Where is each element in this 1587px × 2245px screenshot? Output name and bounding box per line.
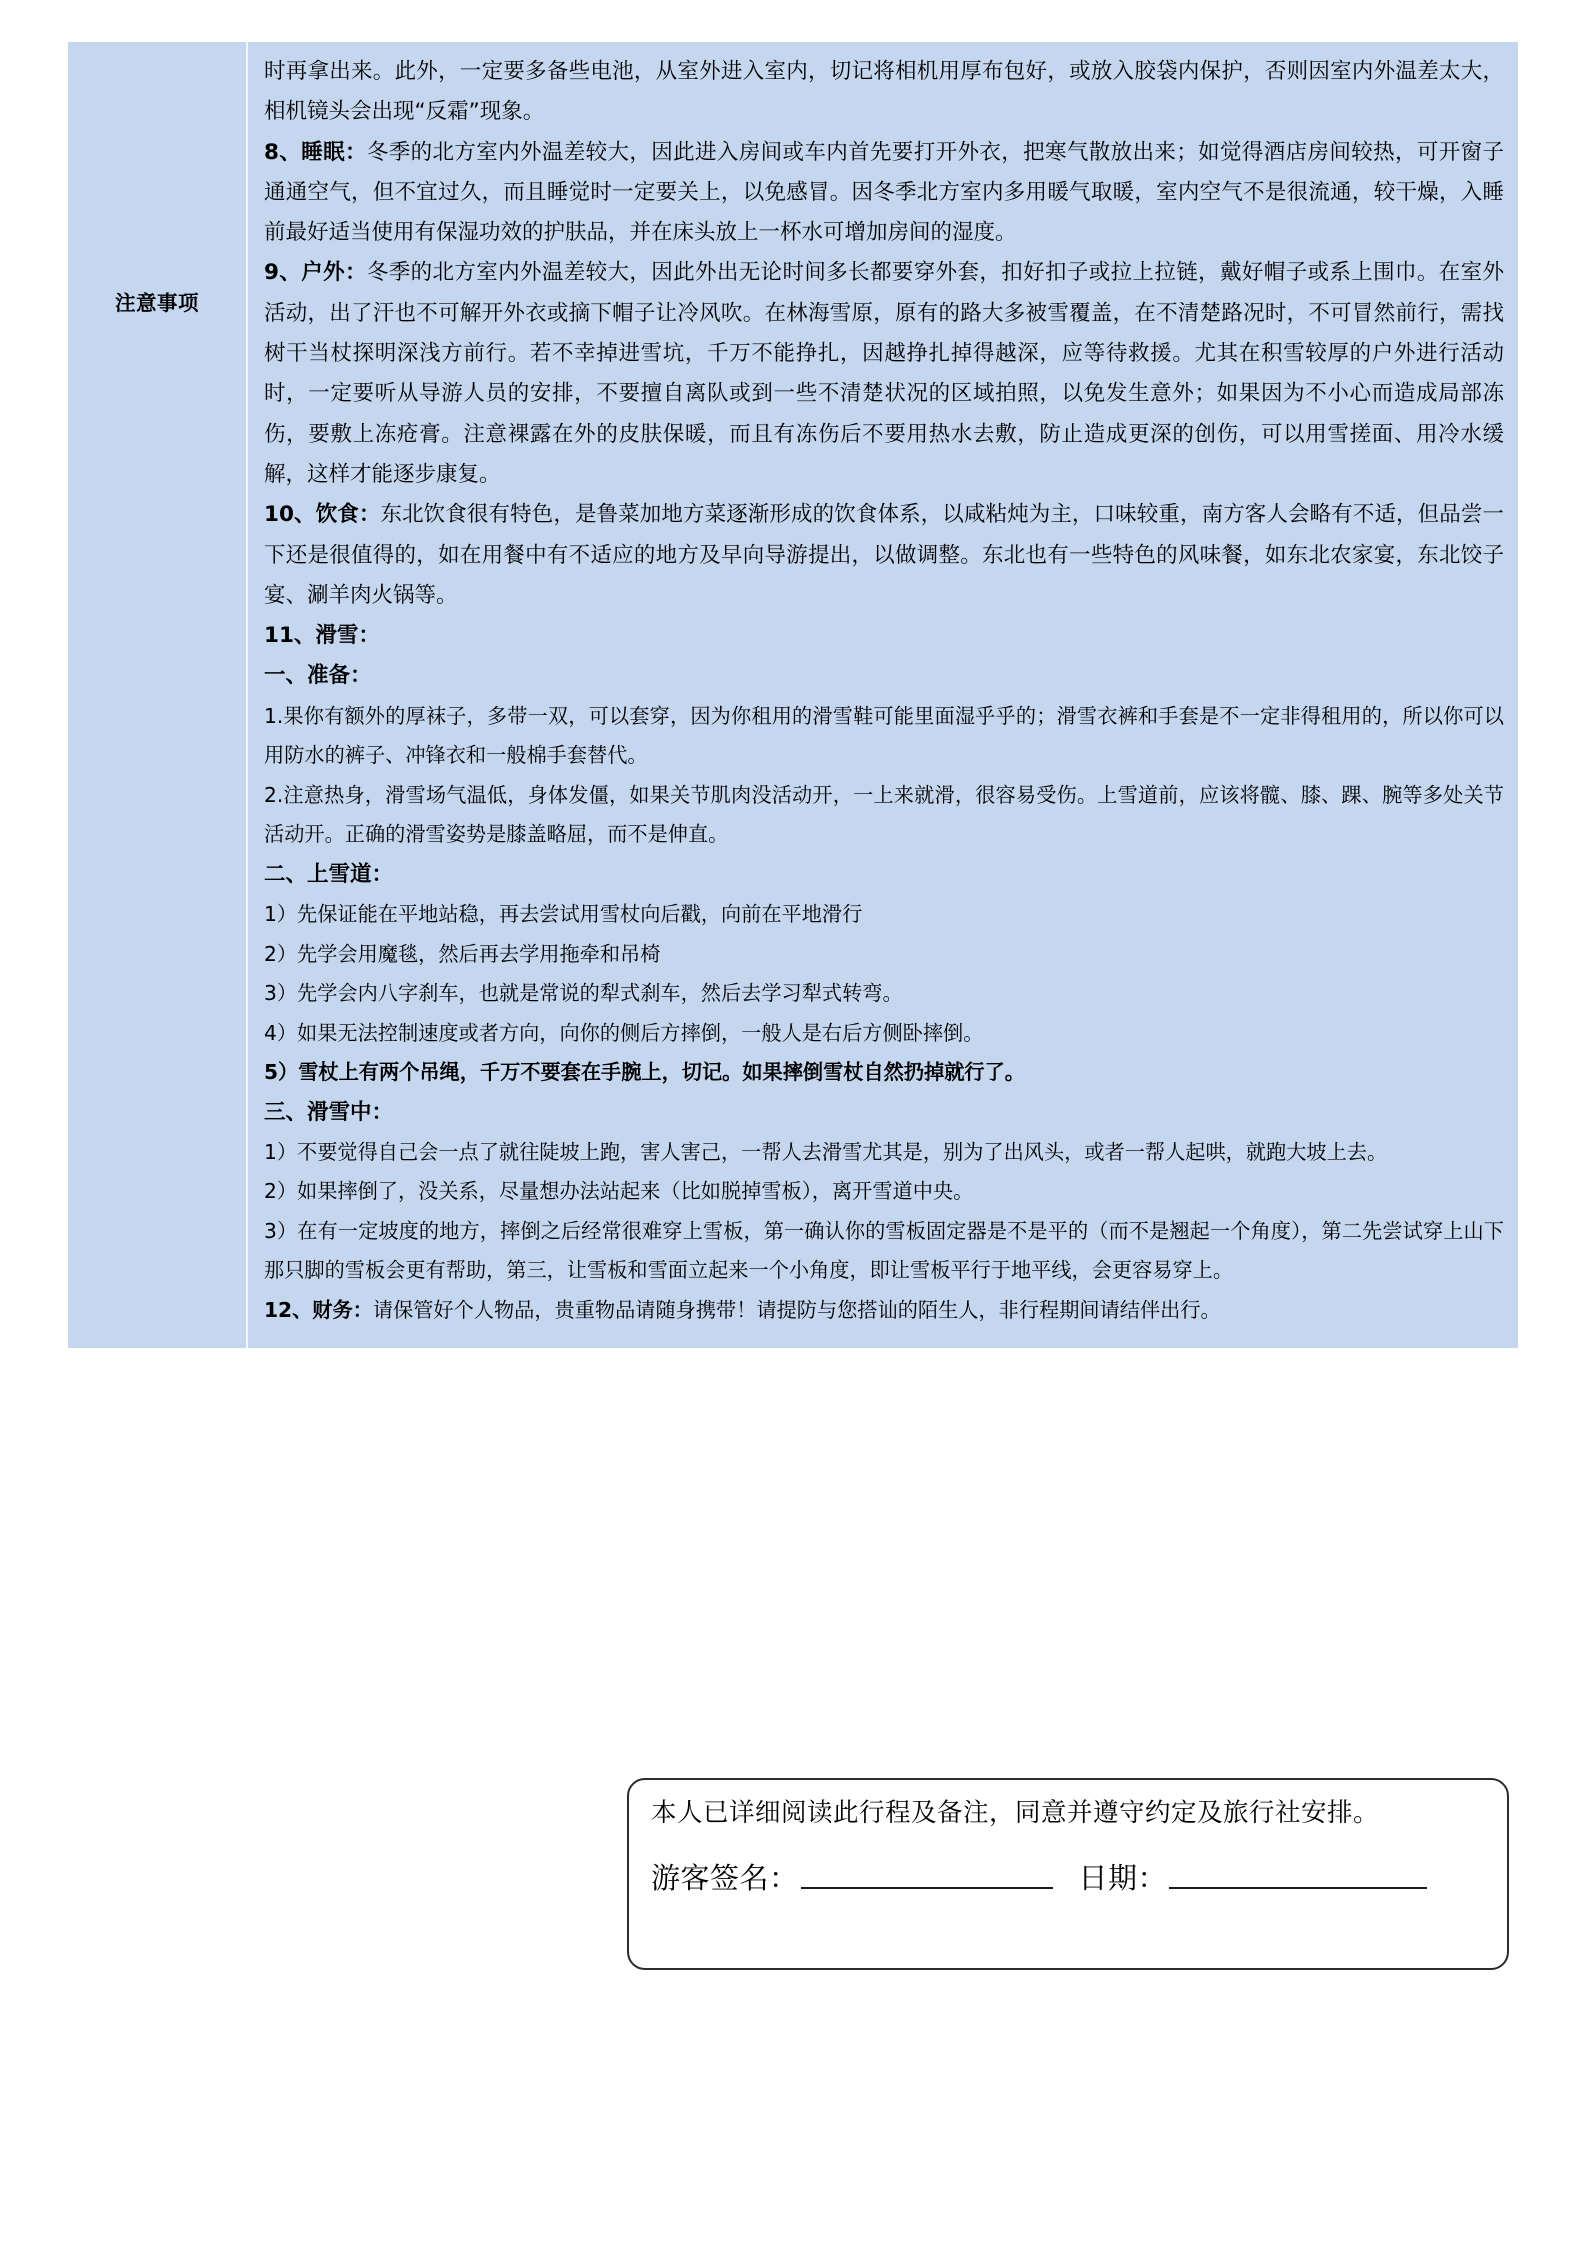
note-paragraph-food <box>264 495 1504 616</box>
notes-row-label: 注意事项 <box>115 291 199 315</box>
note-paragraph-camera-continued <box>264 52 1504 133</box>
note-ski-during-item-2: 2）如果摔倒了，没关系，尽量想办法站起来（比如脱掉雪板），离开雪道中央。 <box>264 1179 974 1204</box>
note-heading-ski-slope: 二、上雪道： <box>264 861 394 887</box>
note-heading-ski-preparation: 一、准备： <box>264 663 372 689</box>
paragraph-text: 请保管好个人物品，贵重物品请随身携带！请提防与您搭讪的陌生人，非行程期间请结伴出行。 <box>372 1297 1221 1322</box>
signature-fields-row <box>651 1856 1485 1897</box>
note-ski-during-item-3: 3）在有一定坡度的地方，摔倒之后经常很难穿上雪板，第一确认你的雪板固定器是不是平的（而不是翘起一个角度），第二先尝试穿上山下那只脚的雪板会更有帮助，第三，让雪板和雪面立起来一个小角度，即让雪板平行于地平线，会更容易穿上。 <box>264 1218 1504 1283</box>
notes-table <box>68 42 1518 1348</box>
paragraph-text: 东北饮食很有特色，是鲁菜加地方菜逐渐形成的饮食体系，以咸粘炖为主，口味较重，南方客人会略有不适，但品尝一下还是很值得的，如在用餐中有不适应的地方及早向导游提出，以做调整。东北也有一些特色的风味餐，如东北农家宴，东北饺子宴、涮羊肉火锅等。 <box>264 502 1504 608</box>
date-input[interactable] <box>1169 1886 1427 1889</box>
note-heading-skiing: 11、滑雪： <box>264 623 380 649</box>
note-ski-preparation-item-2: 2.注意热身，滑雪场气温低，身体发僵，如果关节肌肉没活动开，一上来就滑，很容易受伤。上雪道前，应该将髋、膝、踝、腕等多处关节活动开。正确的滑雪姿势是膝盖略屈，而不是伸直。 <box>264 782 1504 847</box>
paragraph-text: 冬季的北方室内外温差较大，因此进入房间或车内首先要打开外衣，把寒气散放出来；如觉得酒店房间较热，可开窗子通通空气，但不宜过久，而且睡觉时一定要关上，以免感冒。因冬季北方室内多用暖气取暖，室内空气不是很流通，较干燥，入睡前最好适当使用有保湿功效的护肤品，并在床头放上一杯水可增加房间的湿度。 <box>264 139 1504 246</box>
note-ski-slope-item-4: 4）如果无法控制速度或者方向，向你的侧后方摔倒，一般人是右后方侧卧摔倒。 <box>264 1020 984 1045</box>
paragraph-lead-label: 9、户外： <box>264 260 367 286</box>
paragraph-text: 时再拿出来。此外，一定要多备些电池，从室外进入室内，切记将相机用厚布包好，或放入胶袋内保护，否则因室内外温差太大，相机镜头会出现“反霜”现象。 <box>264 59 1504 125</box>
guest-signature-label: 游客签名： <box>651 1861 799 1896</box>
note-ski-during-item-1: 1）不要觉得自己会一点了就往陡坡上跑，害人害己，一帮人去滑雪尤其是，别为了出风头，或者一帮人起哄，就跑大坡上去。 <box>264 1139 1388 1164</box>
date-label: 日期： <box>1078 1861 1168 1896</box>
note-ski-slope-item-5: 5）雪杖上有两个吊绳，千万不要套在手腕上，切记。如果摔倒雪杖自然扔掉就行了。 <box>264 1060 1025 1085</box>
note-paragraph-finance <box>264 1291 1504 1331</box>
note-paragraph-sleep <box>264 133 1504 254</box>
paragraph-text: 冬季的北方室内外温差较大，因此外出无论时间多长都要穿外套，扣好扣子或拉上拉链，戴好帽子或系上围巾。在室外活动，出了汗也不可解开外衣或摘下帽子让冷风吹。在林海雪原，原有的路大多被雪覆盖，在不清楚路况时，不可冒然前行，需找树干当杖探明深浅方前行。若不幸掉进雪坑，千万不能挣扎，因越挣扎掉得越深，应等待救援。尤其在积雪较厚的户外进行活动时，一定要听从导游人员的安排，不要擅自离队或到一些不清楚状况的区域拍照，以免发生意外；如果因为不小心而造成局部冻伤，要敷上冻疮膏。注意裸露在外的皮肤保暖，而且有冻伤后不要用热水去敷，防止造成更深的创伤，可以用雪搓面、用冷水缓解，这样才能逐步康复。 <box>264 260 1504 487</box>
notes-label-cell <box>68 42 248 1348</box>
paragraph-lead-label: 10、饮食： <box>264 502 381 528</box>
guest-signature-input[interactable] <box>801 1886 1053 1889</box>
paragraph-lead-label: 8、睡眠： <box>264 139 367 165</box>
note-ski-slope-item-2: 2）先学会用魔毯，然后再去学用拖牵和吊椅 <box>264 941 661 966</box>
paragraph-lead-label: 12、财务： <box>264 1297 373 1322</box>
note-ski-slope-item-1: 1）先保证能在平地站稳，再去尝试用雪杖向后戳，向前在平地滑行 <box>264 902 863 927</box>
note-paragraph-outdoor <box>264 253 1504 495</box>
signature-statement: 本人已详细阅读此行程及备注，同意并遵守约定及旅行社安排。 <box>651 1798 1380 1828</box>
notes-body-cell <box>248 42 1518 1348</box>
signature-box <box>627 1778 1509 1970</box>
note-heading-ski-during: 三、滑雪中： <box>264 1099 394 1125</box>
note-ski-preparation-item-1: 1.果你有额外的厚袜子，多带一双，可以套穿，因为你租用的滑雪鞋可能里面湿乎乎的；滑雪衣裤和手套是不一定非得租用的，所以你可以用防水的裤子、冲锋衣和一般棉手套替代。 <box>264 703 1504 768</box>
note-ski-slope-item-3: 3）先学会内八字刹车，也就是常说的犁式刹车，然后去学习犁式转弯。 <box>264 981 903 1006</box>
